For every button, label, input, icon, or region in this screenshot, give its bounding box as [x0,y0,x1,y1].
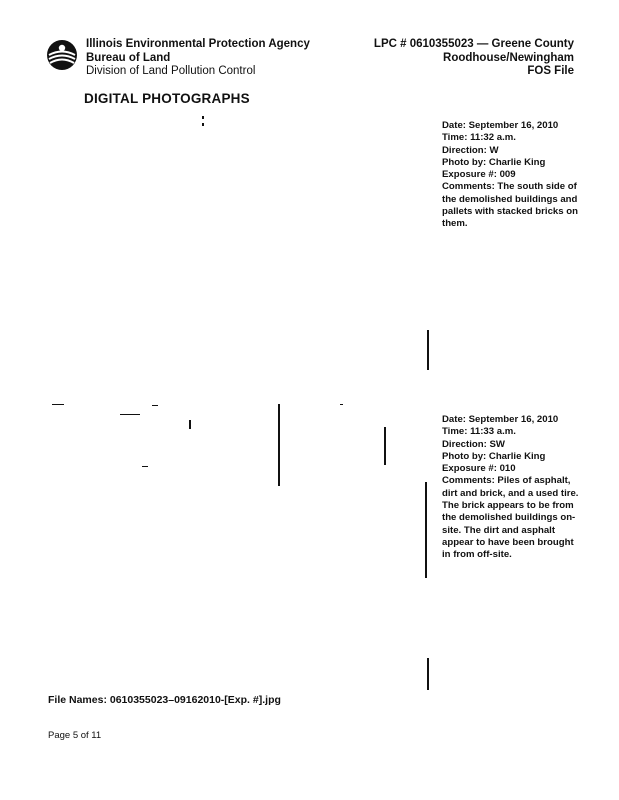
scan-mark [427,658,429,690]
scan-mark [120,414,140,415]
scan-mark [52,404,64,405]
lpc-line-2: Roodhouse/Newingham [443,51,574,64]
agency-name-block [86,38,310,79]
agency-line-2: Bureau of Land [86,51,171,64]
photo-direction: Direction: SW [442,438,505,450]
photo-by: Photo by: Charlie King [442,450,546,462]
photo-direction: Direction: W [442,144,499,156]
agency-line-1: Illinois Environmental Protection Agency [86,38,310,50]
scan-mark [142,466,148,467]
scan-mark [202,116,204,119]
scan-mark [202,123,204,126]
photo-date: Date: September 16, 2010 [442,120,559,131]
photo-comments: Comments: The south side of the demolished buildings and pallets with stacked bricks on them. [442,181,578,230]
photo-time: Time: 11:32 a.m. [442,132,516,144]
agency-line-3: Division of Land Pollution Control [86,65,256,77]
photo-exposure: Exposure #: 009 [442,169,516,181]
photo-exposure: Exposure #: 010 [442,463,516,475]
photo-date: Date: September 16, 2010 [442,414,559,425]
lpc-line-1: LPC # 0610355023 — Greene County [373,38,574,50]
scan-mark [427,330,429,370]
scan-mark [189,420,191,429]
scan-mark [152,405,158,406]
scan-mark [384,427,386,465]
lpc-block [374,38,574,79]
photo-comments: Comments: Piles of asphalt, dirt and brick, and a used tire. The brick appears to be from the demolished buildings on-site. The dirt and asphalt appear to have been brought in from off-site. [442,475,579,561]
illinois-epa-logo-icon [46,39,78,71]
scan-mark [425,482,427,578]
photo-info-2 [442,414,582,562]
page-title: DIGITAL PHOTOGRAPHS [84,91,250,106]
scan-mark [340,404,343,405]
photo-by: Photo by: Charlie King [442,156,546,168]
photo-time: Time: 11:33 a.m. [442,426,516,438]
lpc-line-3: FOS File [527,65,574,77]
page-number: Page 5 of 11 [48,730,102,741]
file-names: File Names: 0610355023–09162010-[Exp. #].jpg [48,694,281,706]
scan-mark [278,404,280,486]
photo-info-1 [442,120,582,231]
